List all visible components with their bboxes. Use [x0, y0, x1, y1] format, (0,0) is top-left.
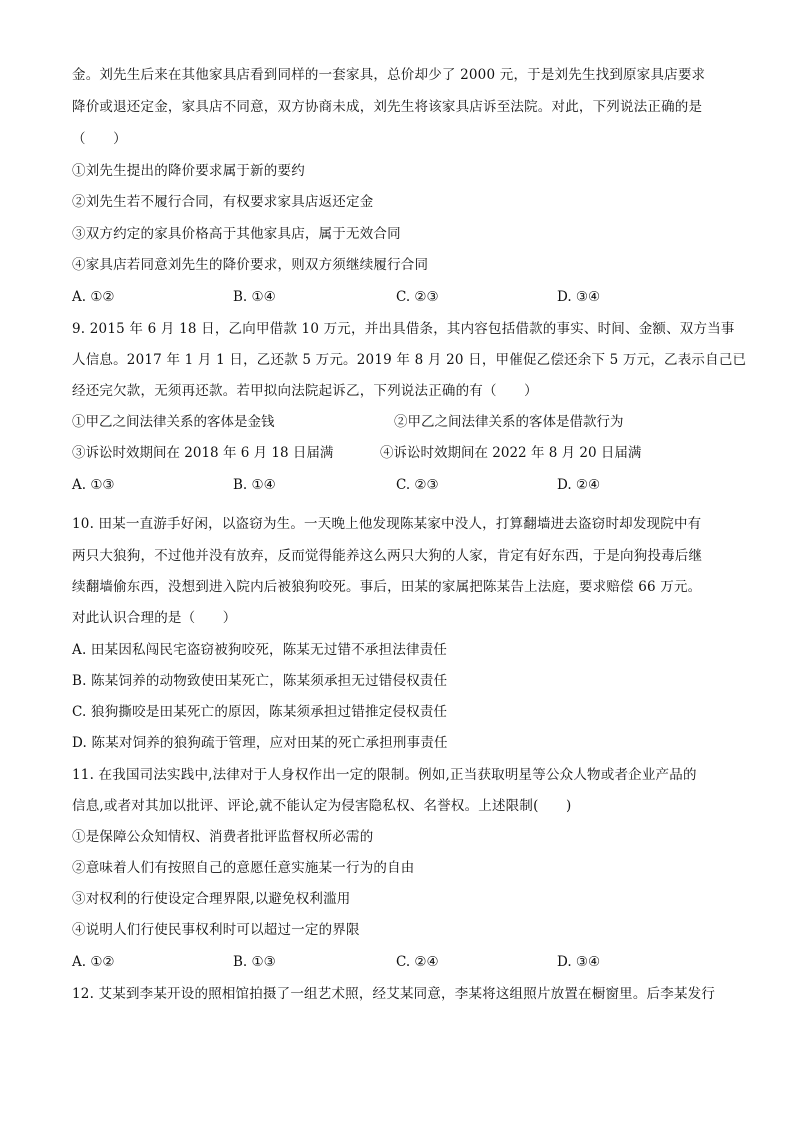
q8-text-line: 金。刘先生后来在其他家具店看到同样的一套家具，总价却少了 2000 元，于是刘先生找到原家具店要求: [72, 67, 706, 83]
q10-option-a: A. 田某因私闯民宅盗窃被狗咬死，陈某无过错不承担法律责任: [72, 642, 448, 658]
q10-option-b: B. 陈某饲养的动物致使田某死亡，陈某须承担无过错侵权责任: [72, 673, 448, 689]
q9-text-line: 人信息。2017 年 1 月 1 日，乙还款 5 万元。2019 年 8 月 20 日，甲催促乙偿还余下 5 万元，乙表示自己已: [72, 352, 747, 368]
q8-statement: ①刘先生提出的降价要求属于新的要约: [72, 163, 305, 179]
q10-text-line: 续翻墙偷东西，没想到进入院内后被狼狗咬死。事后，田某的家属把陈某告上法庭，要求赔偿 66 万元。: [72, 579, 702, 595]
q8-option-b: B. ①④: [233, 289, 276, 305]
q10-option-c: C. 狼狗撕咬是田某死亡的原因，陈某须承担过错推定侵权责任: [72, 704, 448, 720]
q10-text-line: 对此认识合理的是（ ）: [72, 610, 237, 626]
q9-option-d: D. ②④: [557, 477, 601, 493]
q8-statement: ③双方约定的家具价格高于其他家具店，属于无效合同: [72, 226, 401, 242]
q9-statement: ①甲乙之间法律关系的客体是金钱: [72, 414, 275, 430]
q11-text-line: 信息,或者对其加以批评、评论,就不能认定为侵害隐私权、名誉权。上述限制( ): [72, 798, 572, 814]
q11-statement: ②意味着人们有按照自己的意愿任意实施某一行为的自由: [72, 860, 415, 876]
q11-option-b: B. ①③: [233, 954, 276, 970]
q9-statement: ④诉讼时效期间在 2022 年 8 月 20 日届满: [380, 445, 642, 461]
q8-option-d: D. ③④: [557, 289, 601, 305]
q9-option-b: B. ①④: [233, 477, 276, 493]
q8-answer-blank: （ ）: [72, 131, 127, 147]
q11-option-a: A. ①②: [72, 954, 115, 970]
q8-statement: ②刘先生若不履行合同，有权要求家具店返还定金: [72, 194, 374, 210]
q11-statement: ③对权利的行使设定合理界限,以避免权利滥用: [72, 891, 351, 907]
q8-statement: ④家具店若同意刘先生的降价要求，则双方须继续履行合同: [72, 257, 429, 273]
q10-text-line: 两只大狼狗，不过他并没有放弃，反而觉得能养这么两只大狗的人家，肯定有好东西，于是向狗投毒后继: [72, 548, 703, 564]
q8-text-line: 降价或退还定金，家具店不同意，双方协商未成，刘先生将该家具店诉至法院。对此，下列说法正确的是: [72, 99, 703, 115]
q9-statement: ②甲乙之间法律关系的客体是借款行为: [394, 414, 624, 430]
q8-option-a: A. ①②: [72, 289, 115, 305]
q9-text-line: 经还完欠款，无须再还款。若甲拟向法院起诉乙，下列说法正确的有（ ）: [72, 383, 538, 399]
q11-statement: ①是保障公众知情权、消费者批评监督权所必需的: [72, 829, 374, 845]
q11-option-d: D. ③④: [557, 954, 601, 970]
q9-option-c: C. ②③: [396, 477, 439, 493]
q8-option-c: C. ②③: [396, 289, 439, 305]
q9-text-line: 9. 2015 年 6 月 18 日，乙向甲借款 10 万元，并出具借条，其内容包括借款的事实、时间、金额、双方当事: [72, 321, 735, 337]
q9-statement: ③诉讼时效期间在 2018 年 6 月 18 日届满: [72, 445, 334, 461]
q11-statement: ④说明人们行使民事权利时可以超过一定的界限: [72, 922, 360, 938]
q12-text-line: 12. 艾某到李某开设的照相馆拍摄了一组艺术照，经艾某同意，李某将这组照片放置在橱窗里。后李某发行: [72, 986, 716, 1002]
q11-option-c: C. ②④: [396, 954, 439, 970]
q10-text-line: 10. 田某一直游手好闲，以盗窃为生。一天晚上他发现陈某家中没人，打算翻墙进去盗窃时却发现院中有: [72, 516, 702, 532]
q11-text-line: 11. 在我国司法实践中,法律对于人身权作出一定的限制。例如,正当获取明星等公众人物或者企业产品的: [72, 767, 697, 783]
q10-option-d: D. 陈某对饲养的狼狗疏于管理，应对田某的死亡承担刑事责任: [72, 735, 448, 751]
q9-option-a: A. ①③: [72, 477, 115, 493]
